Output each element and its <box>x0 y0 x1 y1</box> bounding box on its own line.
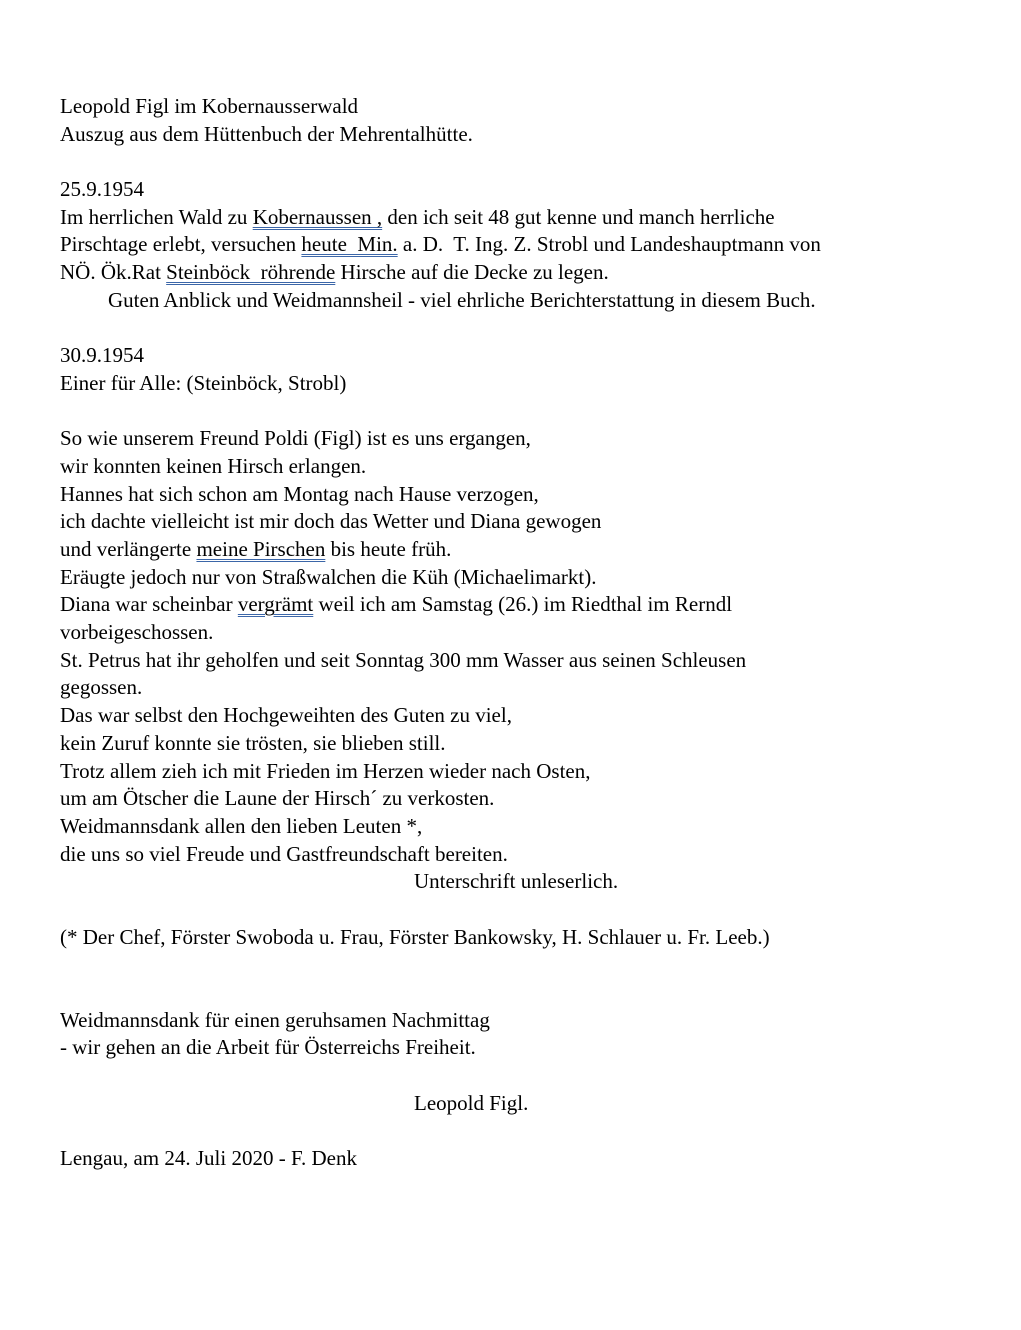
underlined-text: vergrämt <box>237 592 314 617</box>
poem-line <box>60 591 1000 619</box>
entry1-line3 <box>60 259 1000 287</box>
document-title: Leopold Figl im Kobernausserwald <box>60 94 359 118</box>
spacer <box>60 1117 1000 1145</box>
entry3-line1: Weidmannsdank für einen geruhsamen Nachmittag <box>60 1007 490 1032</box>
spacer <box>60 315 1000 343</box>
entry1-line4: Guten Anblick und Weidmannsheil - viel ehrliche Berichterstattung in diesem Buch. <box>108 287 816 312</box>
poem-line: Eräugte jedoch nur von Straßwalchen die Küh (Michaelimarkt). <box>60 564 597 589</box>
poem-line: um am Ötscher die Laune der Hirsch´ zu verkosten. <box>60 786 495 811</box>
poem-line: wir konnten keinen Hirsch erlangen. <box>60 453 367 478</box>
text: und verlängerte <box>60 537 197 561</box>
text: a. D. T. Ing. Z. Strobl und Landeshauptmann von <box>397 232 821 257</box>
entry2-signature: Unterschrift unleserlich. <box>414 869 619 894</box>
entry3-line2: - wir gehen an die Arbeit für Österreichs Freiheit. <box>60 1035 476 1060</box>
poem-line: ich dachte vielleicht ist mir doch das Wetter und Diana gewogen <box>60 509 602 534</box>
entry2-footnote: (* Der Chef, Förster Swoboda u. Frau, Förster Bankowsky, H. Schlauer u. Fr. Leeb.) <box>60 924 770 949</box>
poem-line: So wie unserem Freund Poldi (Figl) ist es uns ergangen, <box>60 426 531 451</box>
text: NÖ. Ök.Rat <box>60 260 167 285</box>
entry1-line1 <box>60 204 1000 232</box>
poem-line: vorbeigeschossen. <box>60 620 214 645</box>
text: bis heute früh. <box>325 537 452 561</box>
text: weil ich am Samstag (26.) im Riedthal im Rerndl <box>313 592 733 617</box>
poem-line: die uns so viel Freude und Gastfreundschaft bereiten. <box>60 841 508 866</box>
underlined-text: Kobernaussen , <box>252 204 383 229</box>
poem-line: gegossen. <box>60 675 143 700</box>
text: den ich seit 48 gut kenne und manch herrliche <box>382 204 775 229</box>
spacer <box>60 951 1000 979</box>
spacer <box>60 148 1000 176</box>
underlined-text: meine Pirschen <box>196 537 326 561</box>
poem-line: Weidmannsdank allen den lieben Leuten *, <box>60 813 423 838</box>
entry1-date: 25.9.1954 <box>60 177 144 202</box>
underlined-text: heute Min. <box>301 232 398 257</box>
poem-line: Das war selbst den Hochgeweihten des Guten zu viel, <box>60 703 512 728</box>
poem-line: Hannes hat sich schon am Montag nach Hause verzogen, <box>60 481 539 506</box>
text: Hirsche auf die Decke zu legen. <box>335 260 609 285</box>
text: Diana war scheinbar <box>60 592 238 617</box>
spacer <box>60 896 1000 924</box>
entry2-title: Einer für Alle: (Steinböck, Strobl) <box>60 370 347 395</box>
poem-line <box>60 536 1000 564</box>
poem-line: St. Petrus hat ihr geholfen und seit Sonntag 300 mm Wasser aus seinen Schleusen <box>60 647 747 672</box>
entry1-line2 <box>60 231 1000 259</box>
underlined-text: Steinböck röhrende <box>166 260 336 285</box>
spacer <box>60 1062 1000 1090</box>
closing-line: Lengau, am 24. Juli 2020 - F. Denk <box>60 1146 357 1171</box>
document-page <box>60 93 1000 1173</box>
poem-line: Trotz allem zieh ich mit Frieden im Herzen wieder nach Osten, <box>60 758 591 783</box>
poem-line: kein Zuruf konnte sie trösten, sie blieben still. <box>60 730 446 755</box>
text: Pirschtage erlebt, versuchen <box>60 232 302 257</box>
text: Im herrlichen Wald zu <box>60 204 253 229</box>
spacer <box>60 398 1000 426</box>
entry2-date: 30.9.1954 <box>60 343 144 368</box>
spacer <box>60 979 1000 1007</box>
document-subtitle: Auszug aus dem Hüttenbuch der Mehrentalhütte. <box>60 121 473 146</box>
entry3-signature: Leopold Figl. <box>414 1090 529 1115</box>
